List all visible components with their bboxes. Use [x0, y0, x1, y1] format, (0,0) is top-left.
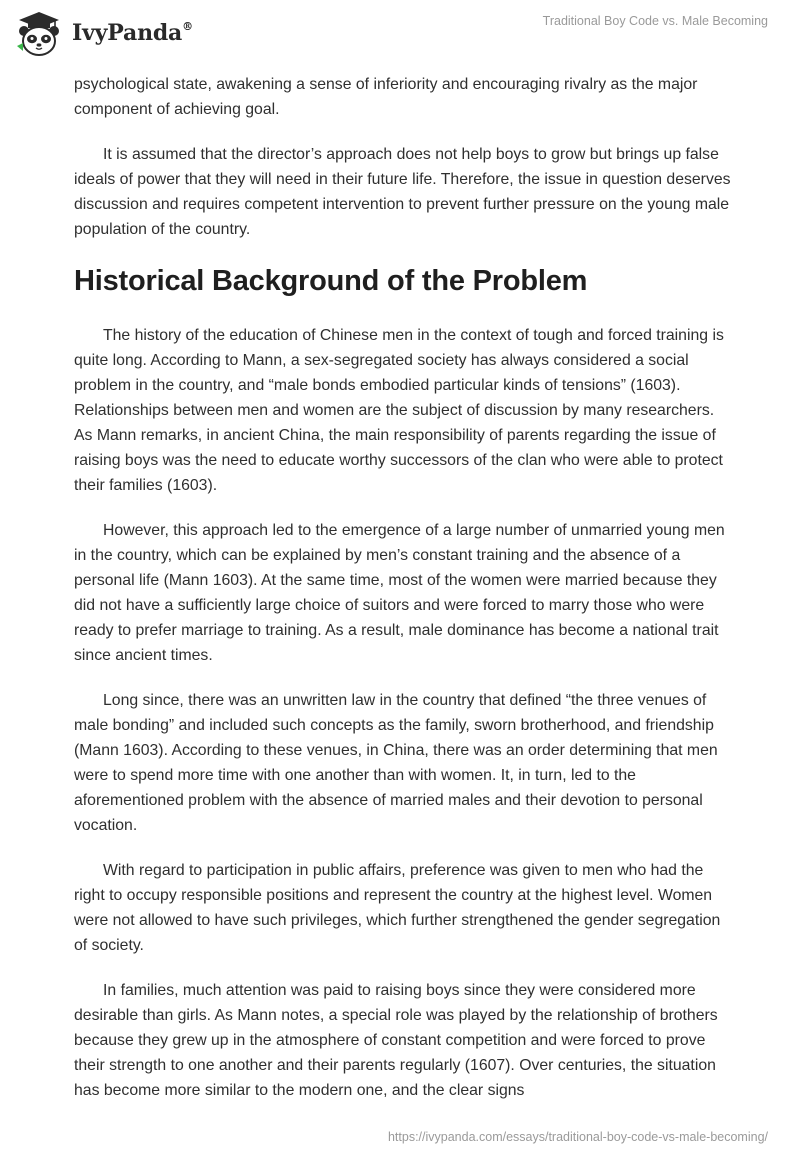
- paragraph: With regard to participation in public affairs, preference was given to men who had the right to occupy responsible positions and represent the country at the highest level. Women were not allowed to have such privileges, which further strengthened the gender segregation of society.: [74, 862, 721, 954]
- source-url-link[interactable]: https://ivypanda.com/essays/traditional-boy-code-vs-male-becoming/: [387, 1130, 768, 1144]
- paragraph: It is assumed that the director’s approach does not help boys to grow but brings up false ideals of power that they will need in their future life. Therefore, the issue in question deserves discussion and requires competent intervention to prevent further pressure on the young male population of the country.: [74, 146, 731, 238]
- panda-graduate-icon: [14, 9, 64, 59]
- paragraph: In families, much attention was paid to raising boys since they were considered more desirable than girls. As Mann notes, a special role was played by the relationship of brothers because they grew up in the atmosphere of constant competition and were forced to prove their strength to one another and their parents regularly (1607). Over centuries, the situation has become more similar to the modern one, and the clear signs: [74, 982, 718, 1099]
- essay-content: [74, 72, 734, 1123]
- logo-wordmark: IvyPanda®: [72, 19, 193, 46]
- registered-mark: ®: [182, 19, 193, 33]
- paragraph-continued: psychological state, awakening a sense of inferiority and encouraging rivalry as the major component of achieving goal.: [74, 76, 698, 118]
- document-title: Traditional Boy Code vs. Male Becoming: [542, 14, 768, 28]
- page-header: [0, 0, 800, 70]
- site-logo-link[interactable]: [14, 9, 193, 59]
- paragraph: However, this approach led to the emergence of a large number of unmarried young men in the country, which can be explained by men’s constant training and the absence of a personal life (Mann 1603). At the same time, most of the women were married because they did not have a sufficiently large choice of suitors and were forced to marry those who were ready to prefer marriage to training. As a result, male dominance has become a national trait since ancient times.: [74, 522, 725, 664]
- paragraph: Long since, there was an unwritten law in the country that defined “the three venues of male bonding” and included such concepts as the family, sworn brotherhood, and friendship (Mann 1603). According to these venues, in China, there was an order determining that men were to spend more time with one another than with women. It, in turn, led to the aforementioned problem with the absence of married males and their devotion to personal vocation.: [74, 692, 718, 834]
- section-heading: Historical Background of the Problem: [74, 265, 588, 297]
- paragraph: The history of the education of Chinese men in the context of tough and forced training is quite long. According to Mann, a sex-segregated society has always considered a social problem in the country, and “male bonds embodied particular kinds of tensions” (1603). Relationships between men and women are the subject of discussion by many researchers. As Mann remarks, in ancient China, the main responsibility of parents regarding the issue of raising boys was the need to educate worthy successors of the clan who were able to protect their families (1603).: [74, 327, 724, 494]
